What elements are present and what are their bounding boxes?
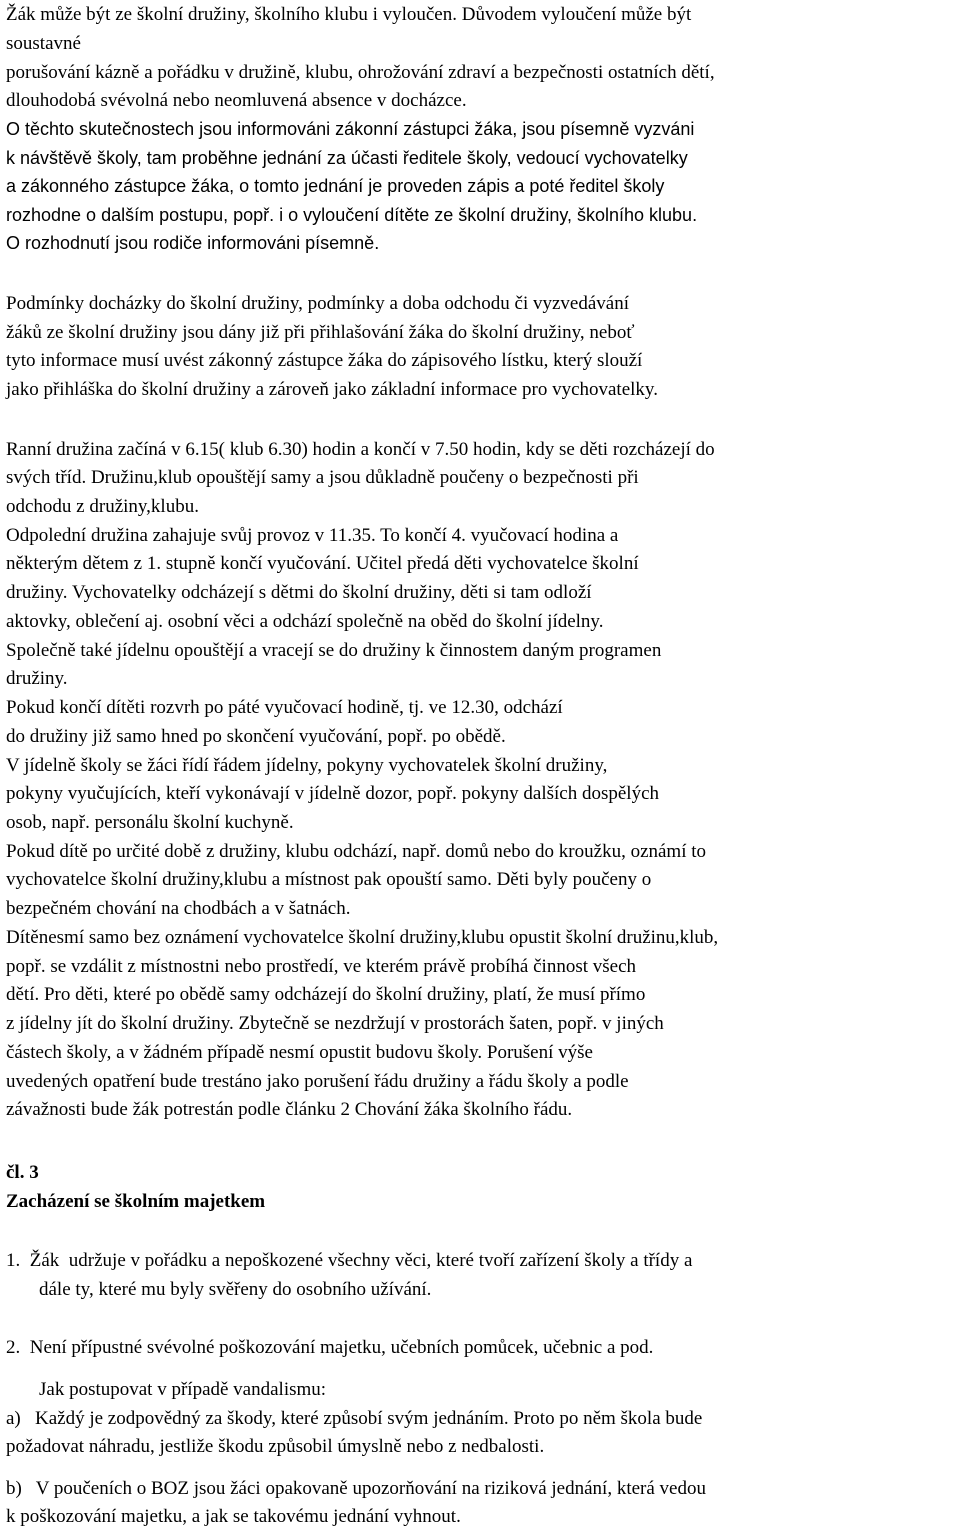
paragraph-line: O rozhodnutí jsou rodiče informováni písemně.: [6, 233, 380, 253]
paragraph-line: Odpolední družina zahajuje svůj provoz v 11.35. To končí 4. vyučovací hodina a: [6, 525, 619, 546]
paragraph-line: popř. se vzdálit z místnostni nebo prostředí, ve kterém právě probíhá činnost všech: [6, 956, 637, 977]
list-item-a-line: a) Každý je zodpovědný za škody, které způsobí svým jednáním. Proto po něm škola bude: [6, 1408, 703, 1429]
paragraph-line: Dítěnesmí samo bez oznámení vychovatelce školní družiny,klubu opustit školní družinu,klub,: [6, 927, 719, 948]
list-item-2: 2. Není přípustné svévolné poškozování majetku, učebních pomůcek, učebnic a pod.: [6, 1337, 654, 1358]
paragraph-line: družiny.: [6, 668, 68, 689]
article-title: Zacházení se školním majetkem: [6, 1191, 266, 1212]
paragraph-line: odchodu z družiny,klubu.: [6, 496, 199, 517]
paragraph-line: osob, např. personálu školní kuchyně.: [6, 812, 294, 833]
paragraph-line: do družiny již samo hned po skončení vyučování, popř. po obědě.: [6, 726, 506, 747]
paragraph-line: družiny. Vychovatelky odcházejí s dětmi do školní družiny, děti si tam odloží: [6, 582, 592, 603]
paragraph-line: některým dětem z 1. stupně končí vyučování. Učitel předá děti vychovatelce školní: [6, 553, 639, 574]
paragraph-line: uvedených opatření bude trestáno jako porušení řádu družiny a řádu školy a podle: [6, 1071, 629, 1092]
document-page: [6, 0, 958, 1533]
paragraph-line: závažnosti bude žák potrestán podle článku 2 Chování žáka školního řádu.: [6, 1099, 573, 1120]
paragraph-line: Žák může být ze školní družiny, školního klubu i vyloučen. Důvodem vyloučení může být: [6, 4, 692, 25]
list-item-a-line: požadovat náhradu, jestliže škodu způsobil úmyslně nebo z nedbalosti.: [6, 1436, 545, 1457]
paragraph-line: V jídelně školy se žáci řídí řádem jídelny, pokyny vychovatelek školní družiny,: [6, 755, 608, 776]
paragraph-line: aktovky, oblečení aj. osobní věci a odchází společně na oběd do školní jídelny.: [6, 611, 604, 632]
paragraph-line: soustavné: [6, 33, 81, 54]
paragraph-line: Pokud dítě po určité době z družiny, klubu odchází, např. domů nebo do kroužku, oznámí to: [6, 841, 707, 862]
paragraph-line: svých tříd. Družinu,klub opouštějí samy a jsou důkladně poučeny o bezpečnosti při: [6, 467, 639, 488]
paragraph-line: Pokud končí dítěti rozvrh po páté vyučovací hodině, tj. ve 12.30, odchází: [6, 697, 563, 718]
paragraph-line: tyto informace musí uvést zákonný zástupce žáka do zápisového lístku, který slouží: [6, 350, 643, 371]
paragraph-line: částech školy, a v žádném případě nesmí opustit budovu školy. Porušení výše: [6, 1042, 593, 1063]
paragraph-line: Společně také jídelnu opouštějí a vracejí se do družiny k činnostem daným programen: [6, 640, 662, 661]
article-number: čl. 3: [6, 1162, 39, 1183]
list-item-b-line: k poškozování majetku, a jak se takovému jednání vyhnout.: [6, 1506, 461, 1527]
paragraph-line: Ranní družina začíná v 6.15( klub 6.30) hodin a končí v 7.50 hodin, kdy se děti rozcházejí do: [6, 439, 715, 460]
paragraph-line: dlouhodobá svévolná nebo neomluvená absence v docházce.: [6, 90, 467, 111]
paragraph-line: O těchto skutečnostech jsou informováni zákonní zástupci žáka, jsou písemně vyzváni: [6, 119, 695, 139]
paragraph-line: k návštěvě školy, tam proběhne jednání za účasti ředitele školy, vedoucí vychovatelky: [6, 148, 688, 168]
paragraph-line: dětí. Pro děti, které po obědě samy odcházejí do školní družiny, platí, že musí přímo: [6, 984, 646, 1005]
list-item-b-line: b) V poučeních o BOZ jsou žáci opakovaně upozorňování na riziková jednání, která vedou: [6, 1478, 706, 1499]
vandalism-heading: Jak postupovat v případě vandalismu:: [39, 1379, 327, 1400]
paragraph-line: porušování kázně a pořádku v družině, klubu, ohrožování zdraví a bezpečnosti ostatních dětí,: [6, 62, 715, 83]
list-item-1-line: 1. Žák udržuje v pořádku a nepoškozené všechny věci, které tvoří zařízení školy a třídy a: [6, 1250, 693, 1271]
paragraph-line: Podmínky docházky do školní družiny, podmínky a doba odchodu či vyzvedávání: [6, 293, 630, 314]
paragraph-line: z jídelny jít do školní družiny. Zbytečně se nezdržují v prostorách šaten, popř. v jiných: [6, 1013, 664, 1034]
paragraph-line: jako přihláška do školní družiny a zároveň jako základní informace pro vychovatelky.: [6, 379, 658, 400]
paragraph-line: žáků ze školní družiny jsou dány již při přihlašování žáka do školní družiny, neboť: [6, 322, 635, 343]
paragraph-line: a zákonného zástupce žáka, o tomto jednání je proveden zápis a poté ředitel školy: [6, 176, 665, 196]
list-item-1-line: dále ty, které mu byly svěřeny do osobního užívání.: [39, 1279, 432, 1300]
paragraph-line: vychovatelce školní družiny,klubu a místnost pak opouští samo. Děti byly poučeny o: [6, 869, 652, 890]
paragraph-line: rozhodne o dalším postupu, popř. i o vyloučení dítěte ze školní družiny, školního klubu.: [6, 205, 698, 225]
paragraph-line: pokyny vyučujících, kteří vykonávají v jídelně dozor, popř. pokyny dalších dospělých: [6, 783, 660, 804]
paragraph-line: bezpečném chování na chodbách a v šatnách.: [6, 898, 351, 919]
